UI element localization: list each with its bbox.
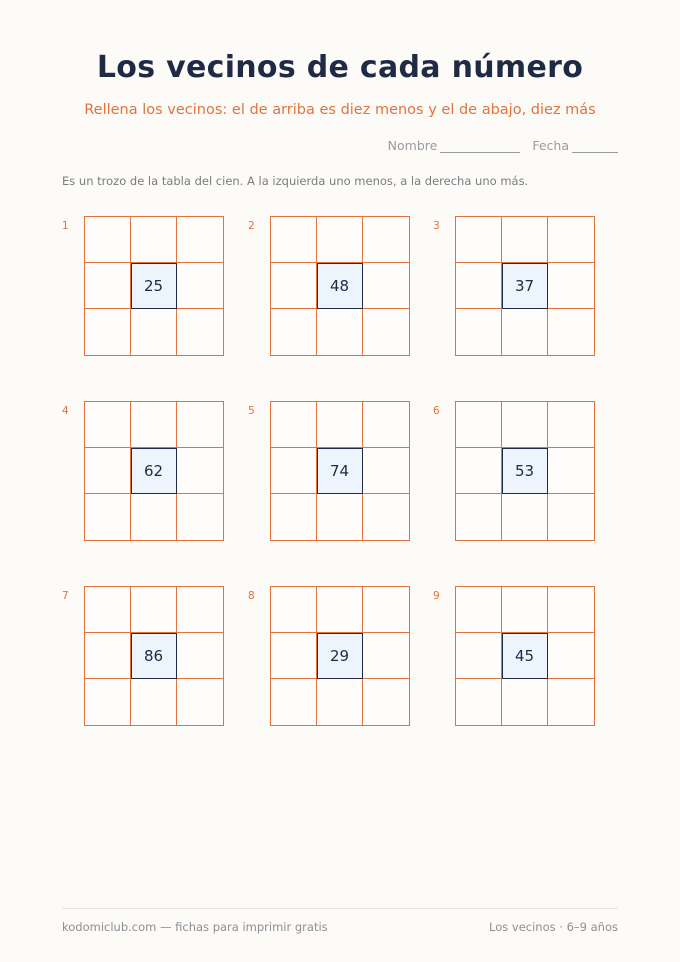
answer-cell[interactable]: [177, 633, 223, 679]
answer-cell[interactable]: [271, 448, 317, 494]
answer-cell[interactable]: [548, 633, 594, 679]
puzzle-1: [62, 216, 262, 376]
answer-cell[interactable]: [502, 402, 548, 448]
puzzle-8: [248, 586, 448, 746]
answer-cell[interactable]: [456, 402, 502, 448]
answer-cell[interactable]: [177, 679, 223, 725]
answer-cell[interactable]: [85, 309, 131, 355]
answer-cell[interactable]: [502, 587, 548, 633]
answer-cell[interactable]: [548, 494, 594, 540]
page-subtitle: Rellena los vecinos: el de arriba es diez menos y el de abajo, diez más: [84, 102, 596, 118]
center-number-cell: 48: [317, 263, 363, 309]
answer-cell[interactable]: [85, 402, 131, 448]
answer-cell[interactable]: [456, 309, 502, 355]
neighbor-grid: [84, 586, 224, 726]
puzzle-3: [433, 216, 633, 376]
answer-cell[interactable]: [502, 494, 548, 540]
footer-divider: [62, 908, 618, 909]
puzzle-6: [433, 401, 633, 561]
name-blank: [440, 140, 520, 153]
answer-cell[interactable]: [317, 679, 363, 725]
answer-cell[interactable]: [271, 494, 317, 540]
page-title: Los vecinos de cada número: [96, 50, 584, 85]
center-number-cell: 86: [131, 633, 177, 679]
answer-cell[interactable]: [177, 587, 223, 633]
answer-cell[interactable]: [363, 263, 409, 309]
answer-cell[interactable]: [502, 217, 548, 263]
neighbor-grid: [455, 401, 595, 541]
answer-cell[interactable]: [271, 679, 317, 725]
footer-worksheet-label: Los vecinos · 6–9 años: [489, 920, 618, 934]
neighbor-grid: [84, 216, 224, 356]
puzzle-5: [248, 401, 448, 561]
answer-cell[interactable]: [548, 679, 594, 725]
answer-cell[interactable]: [363, 587, 409, 633]
answer-cell[interactable]: [317, 587, 363, 633]
answer-cell[interactable]: [85, 679, 131, 725]
answer-cell[interactable]: [317, 309, 363, 355]
answer-cell[interactable]: [85, 587, 131, 633]
answer-cell[interactable]: [456, 679, 502, 725]
neighbor-grid: [455, 586, 595, 726]
answer-cell[interactable]: [548, 587, 594, 633]
center-number-cell: 29: [317, 633, 363, 679]
puzzle-9: [433, 586, 633, 746]
answer-cell[interactable]: [548, 448, 594, 494]
center-number-cell: 53: [502, 448, 548, 494]
answer-cell[interactable]: [317, 494, 363, 540]
answer-cell[interactable]: [177, 309, 223, 355]
instruction-text: Es un trozo de la tabla del cien. A la izquierda uno menos, a la derecha uno más.: [62, 174, 529, 188]
center-number-cell: 25: [131, 263, 177, 309]
answer-cell[interactable]: [177, 263, 223, 309]
puzzle-number: 7: [62, 590, 69, 602]
answer-cell[interactable]: [502, 679, 548, 725]
center-number-cell: 62: [131, 448, 177, 494]
answer-cell[interactable]: [177, 402, 223, 448]
name-date-fields: [388, 138, 618, 153]
answer-cell[interactable]: [317, 402, 363, 448]
neighbor-grid: [84, 401, 224, 541]
neighbor-grid: [270, 586, 410, 726]
neighbor-grid: [270, 401, 410, 541]
footer-site: kodomiclub.com — fichas para imprimir gratis: [62, 920, 328, 934]
puzzle-number: 4: [62, 405, 69, 417]
puzzle-4: [62, 401, 262, 561]
answer-cell[interactable]: [363, 402, 409, 448]
answer-cell[interactable]: [363, 309, 409, 355]
answer-cell[interactable]: [85, 217, 131, 263]
name-label: Nombre: [387, 138, 438, 153]
answer-cell[interactable]: [85, 494, 131, 540]
puzzle-number: 2: [248, 220, 255, 232]
answer-cell[interactable]: [131, 679, 177, 725]
puzzle-7: [62, 586, 262, 746]
date-label: Fecha: [532, 138, 569, 153]
answer-cell[interactable]: [177, 494, 223, 540]
answer-cell[interactable]: [363, 217, 409, 263]
answer-cell[interactable]: [131, 309, 177, 355]
neighbor-grid: [270, 216, 410, 356]
answer-cell[interactable]: [456, 448, 502, 494]
answer-cell[interactable]: [548, 402, 594, 448]
answer-cell[interactable]: [548, 309, 594, 355]
center-number-cell: 74: [317, 448, 363, 494]
puzzle-number: 1: [62, 220, 69, 232]
answer-cell[interactable]: [177, 448, 223, 494]
answer-cell[interactable]: [502, 309, 548, 355]
center-number-cell: 45: [502, 633, 548, 679]
answer-cell[interactable]: [177, 217, 223, 263]
puzzle-2: [248, 216, 448, 376]
answer-cell[interactable]: [271, 217, 317, 263]
answer-cell[interactable]: [363, 633, 409, 679]
answer-cell[interactable]: [85, 263, 131, 309]
puzzle-number: 9: [433, 590, 440, 602]
answer-cell[interactable]: [548, 263, 594, 309]
answer-cell[interactable]: [456, 217, 502, 263]
answer-cell[interactable]: [131, 217, 177, 263]
answer-cell[interactable]: [271, 263, 317, 309]
answer-cell[interactable]: [317, 217, 363, 263]
puzzle-number: 8: [248, 590, 255, 602]
puzzle-number: 6: [433, 405, 440, 417]
answer-cell[interactable]: [548, 217, 594, 263]
answer-cell[interactable]: [456, 587, 502, 633]
answer-cell[interactable]: [456, 263, 502, 309]
answer-cell[interactable]: [456, 494, 502, 540]
answer-cell[interactable]: [85, 633, 131, 679]
answer-cell[interactable]: [131, 494, 177, 540]
neighbor-grid: [455, 216, 595, 356]
answer-cell[interactable]: [456, 633, 502, 679]
answer-cell[interactable]: [363, 448, 409, 494]
answer-cell[interactable]: [271, 309, 317, 355]
answer-cell[interactable]: [85, 448, 131, 494]
puzzle-number: 3: [433, 220, 440, 232]
answer-cell[interactable]: [131, 402, 177, 448]
answer-cell[interactable]: [271, 402, 317, 448]
date-blank: [572, 140, 618, 153]
center-number-cell: 37: [502, 263, 548, 309]
answer-cell[interactable]: [363, 494, 409, 540]
answer-cell[interactable]: [131, 587, 177, 633]
answer-cell[interactable]: [271, 633, 317, 679]
puzzle-number: 5: [248, 405, 255, 417]
answer-cell[interactable]: [363, 679, 409, 725]
answer-cell[interactable]: [271, 587, 317, 633]
